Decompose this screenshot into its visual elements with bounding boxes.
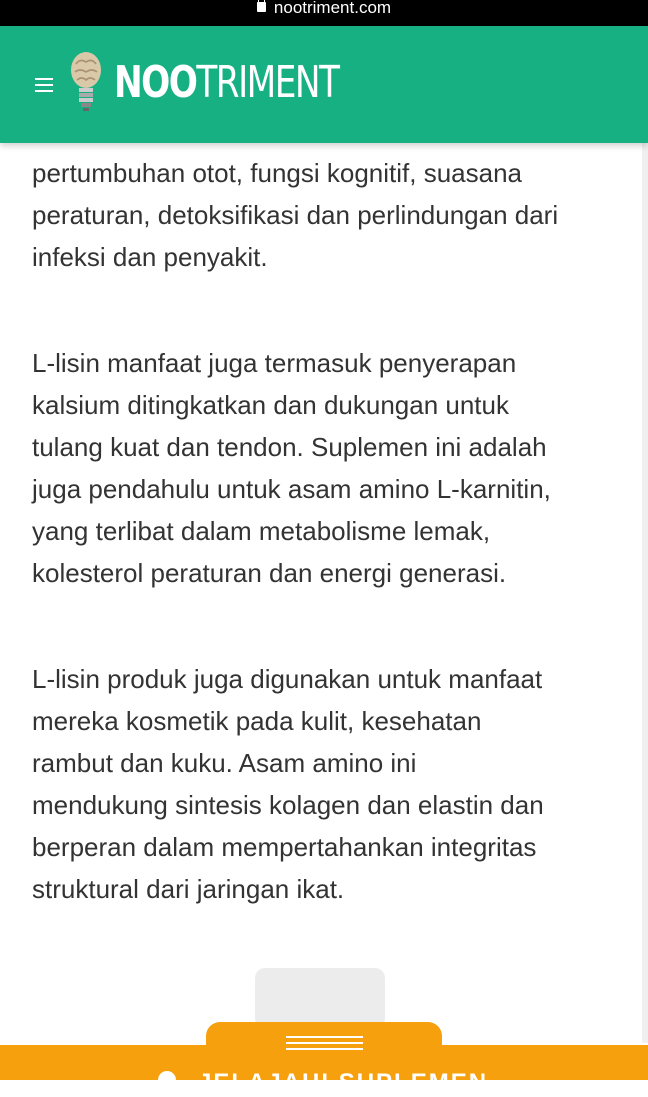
paragraph-line: infeksi dan penyakit. xyxy=(32,242,268,272)
logo-text-bold: NOO xyxy=(114,56,197,108)
paragraph-line: rambut dan kuku. Asam amino ini xyxy=(32,748,417,778)
browser-status-bar xyxy=(0,0,648,26)
bottom-menu-toggle[interactable] xyxy=(206,1022,442,1062)
paragraph-line: peraturan, detoksifikasi dan perlindungan dari xyxy=(32,200,559,230)
article-body xyxy=(32,152,622,974)
ad-placeholder xyxy=(255,968,385,1028)
paragraph-line: L-lisin manfaat juga termasuk penyerapan xyxy=(32,348,517,378)
article-paragraph xyxy=(32,152,622,278)
article-paragraph xyxy=(32,342,622,594)
paragraph-line: pertumbuhan otot, fungsi kognitif, suasana xyxy=(32,158,522,188)
paragraph-line: struktural dari jaringan ikat. xyxy=(32,874,345,904)
bottom-bar-label: JELAJAHI SUPLEMEN xyxy=(198,1069,489,1096)
paragraph-line: yang terlibat dalam metabolisme lemak, xyxy=(32,516,491,546)
search-icon xyxy=(158,1071,176,1089)
page-scroll-track xyxy=(642,143,648,1043)
paragraph-line: mereka kosmetik pada kulit, kesehatan xyxy=(32,706,482,736)
paragraph-line: berperan dalam mempertahankan integritas xyxy=(32,832,537,862)
url-label[interactable]: nootriment.com xyxy=(273,0,392,17)
lock-icon xyxy=(257,2,266,12)
site-header xyxy=(0,26,648,143)
paragraph-line: mendukung sintesis kolagen dan elastin dan xyxy=(32,790,544,820)
lightbulb-brain-icon xyxy=(68,50,104,114)
paragraph-line: L-lisin produk juga digunakan untuk manfaat xyxy=(32,664,543,694)
paragraph-line: tulang kuat dan tendon. Suplemen ini adalah xyxy=(32,432,547,462)
site-logo[interactable] xyxy=(68,50,402,114)
hamburger-menu-icon[interactable] xyxy=(35,78,53,92)
paragraph-line: juga pendahulu untuk asam amino L-karnitin, xyxy=(32,474,551,504)
logo-text-light: TRIMENT xyxy=(196,56,339,108)
paragraph-line: kalsium ditingkatkan dan dukungan untuk xyxy=(32,390,509,420)
article-paragraph xyxy=(32,658,622,910)
logo-wordmark xyxy=(114,57,338,108)
menu-lines-icon xyxy=(286,1036,363,1054)
paragraph-line: kolesterol peraturan dan energi generasi. xyxy=(32,558,507,588)
